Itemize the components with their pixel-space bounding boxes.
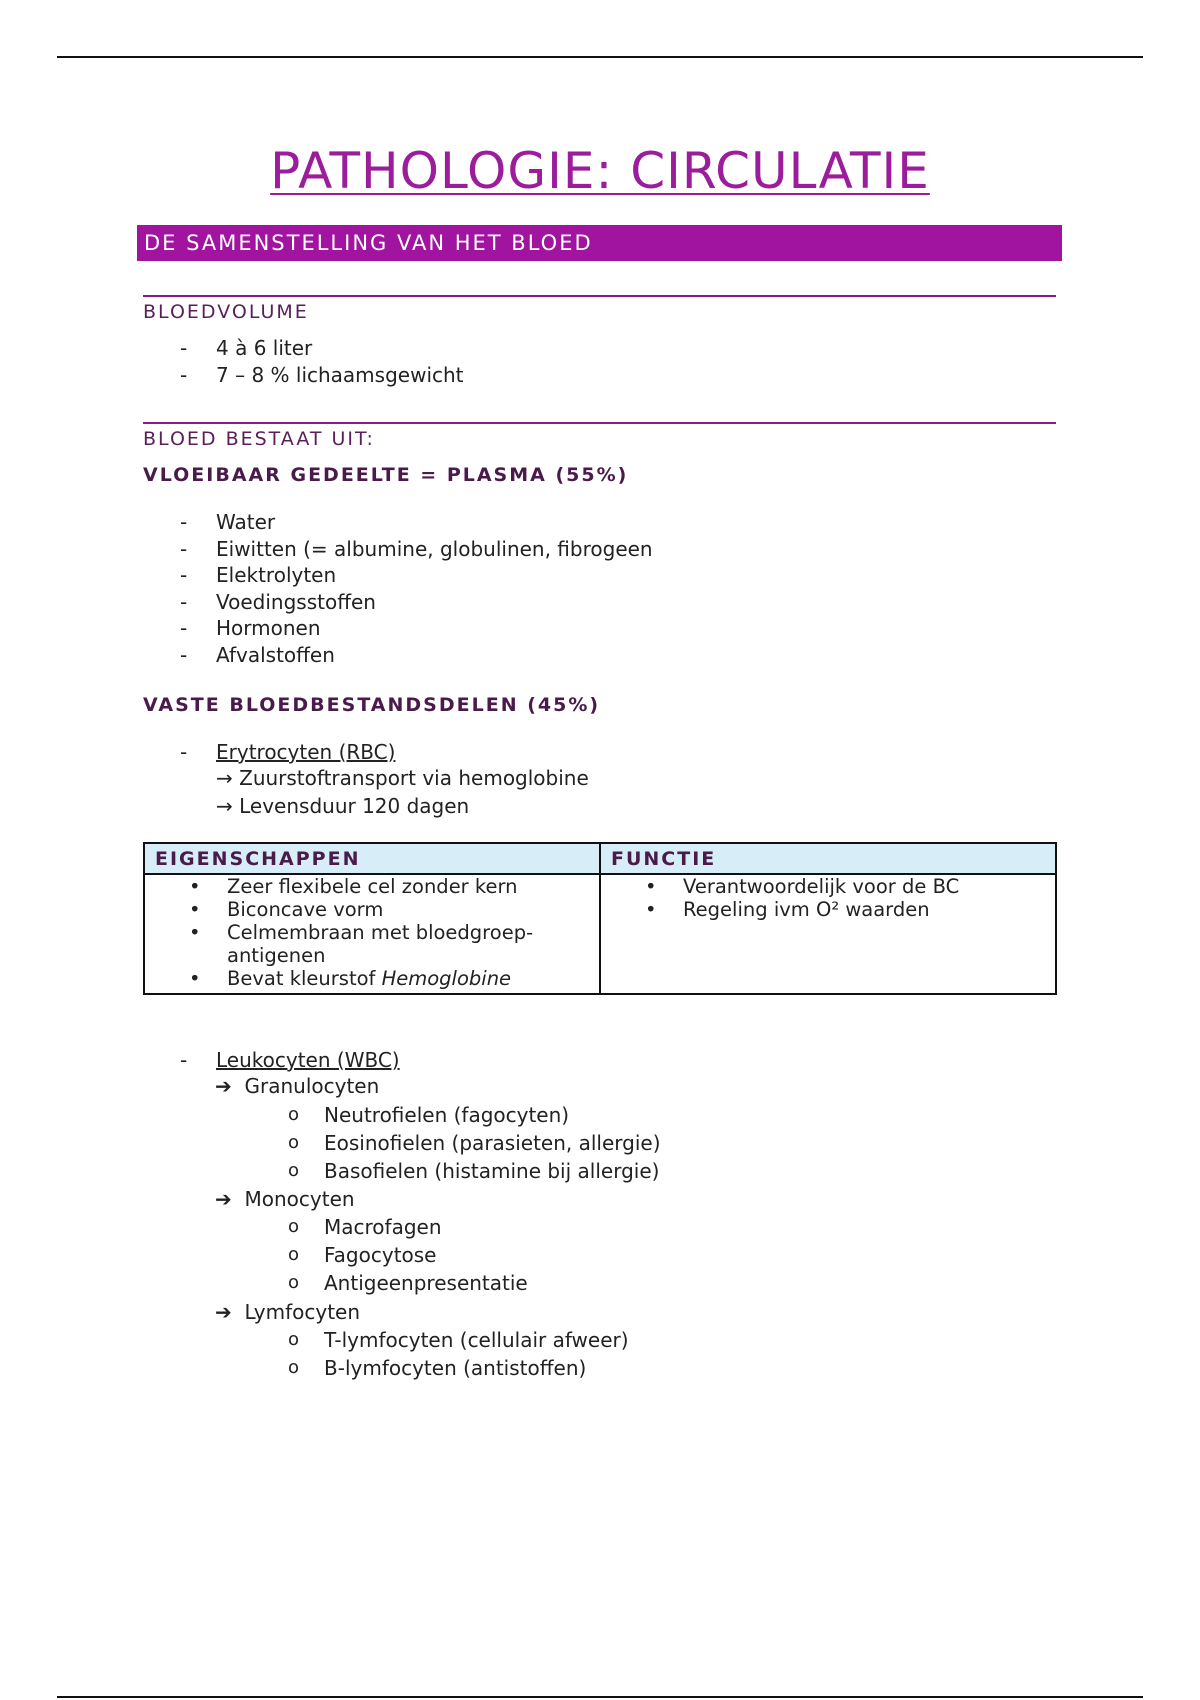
plasma-list bbox=[178, 509, 653, 668]
arrow-icon: ➔ bbox=[215, 1300, 232, 1324]
bloedvolume-heading: BLOEDVOLUME bbox=[143, 301, 309, 323]
list-item: - 7 – 8 % lichaamsgewicht bbox=[178, 362, 464, 389]
arrow-icon: ➔ bbox=[215, 1187, 232, 1211]
granulocyten-list bbox=[287, 1101, 661, 1185]
erytrocyten-line: → Zuurstoftransport via hemoglobine bbox=[216, 766, 589, 790]
list-item: - Eiwitten (= albumine, globulinen, fibrogeen bbox=[178, 536, 653, 563]
list-item: o Eosinofielen (parasieten, allergie) bbox=[287, 1129, 661, 1157]
top-rule bbox=[57, 56, 1143, 58]
bestaat-heading: BLOED BESTAAT UIT: bbox=[143, 428, 375, 450]
list-item bbox=[178, 1047, 400, 1074]
page-title: PATHOLOGIE: CIRCULATIE bbox=[270, 142, 930, 200]
list-item: • Bevat kleurstof Hemoglobine bbox=[145, 967, 599, 990]
arrow-icon: ➔ bbox=[215, 1074, 232, 1098]
section-heading: DE SAMENSTELLING VAN HET BLOED bbox=[137, 225, 1062, 261]
group-heading: ➔ Lymfocyten bbox=[215, 1300, 361, 1324]
list-item: - Afvalstoffen bbox=[178, 642, 653, 669]
leukocyten-list bbox=[178, 1047, 400, 1074]
list-item: o Basofielen (histamine bij allergie) bbox=[287, 1157, 661, 1185]
list-item: • Biconcave vorm bbox=[145, 898, 599, 921]
list-item: o Neutrofielen (fagocyten) bbox=[287, 1101, 661, 1129]
table-cell-eigenschappen bbox=[144, 874, 600, 994]
list-item: - 4 à 6 liter bbox=[178, 335, 464, 362]
list-item: o Macrofagen bbox=[287, 1213, 528, 1241]
list-item: • Regeling ivm O² waarden bbox=[601, 898, 1055, 921]
list-item: • Celmembraan met bloedgroep-antigenen bbox=[145, 921, 599, 967]
erytrocyten-label: Erytrocyten (RBC) bbox=[216, 740, 396, 764]
subsection-rule bbox=[143, 295, 1056, 297]
list-item: - Hormonen bbox=[178, 615, 653, 642]
list-item: - Voedingsstoffen bbox=[178, 589, 653, 616]
group-heading: ➔ Monocyten bbox=[215, 1187, 355, 1211]
subsection-rule bbox=[143, 422, 1056, 424]
plasma-heading: VLOEIBAAR GEDEELTE = PLASMA (55%) bbox=[143, 464, 629, 486]
list-item: o Antigeenpresentatie bbox=[287, 1269, 528, 1297]
vaste-heading: VASTE BLOEDBESTANDSDELEN (45%) bbox=[143, 694, 601, 716]
list-item: • Verantwoordelijk voor de BC bbox=[601, 875, 1055, 898]
list-item: o Fagocytose bbox=[287, 1241, 528, 1269]
properties-table bbox=[143, 842, 1057, 995]
list-item: o B-lymfocyten (antistoffen) bbox=[287, 1354, 629, 1382]
table-header-functie: FUNCTIE bbox=[600, 843, 1056, 874]
lymfocyten-list bbox=[287, 1326, 629, 1382]
monocyten-list bbox=[287, 1213, 528, 1297]
list-item bbox=[178, 739, 395, 766]
bloedvolume-list bbox=[178, 335, 464, 388]
erytrocyten-line: → Levensduur 120 dagen bbox=[216, 794, 470, 818]
list-item: o T-lymfocyten (cellulair afweer) bbox=[287, 1326, 629, 1354]
group-heading: ➔ Granulocyten bbox=[215, 1074, 380, 1098]
erytrocyten-list bbox=[178, 739, 395, 766]
table-header-eigenschappen: EIGENSCHAPPEN bbox=[144, 843, 600, 874]
list-item: - Water bbox=[178, 509, 653, 536]
list-item: - Elektrolyten bbox=[178, 562, 653, 589]
table-cell-functie bbox=[600, 874, 1056, 994]
leukocyten-label: Leukocyten (WBC) bbox=[216, 1048, 400, 1072]
bottom-rule bbox=[57, 1696, 1143, 1698]
list-item: • Zeer flexibele cel zonder kern bbox=[145, 875, 599, 898]
